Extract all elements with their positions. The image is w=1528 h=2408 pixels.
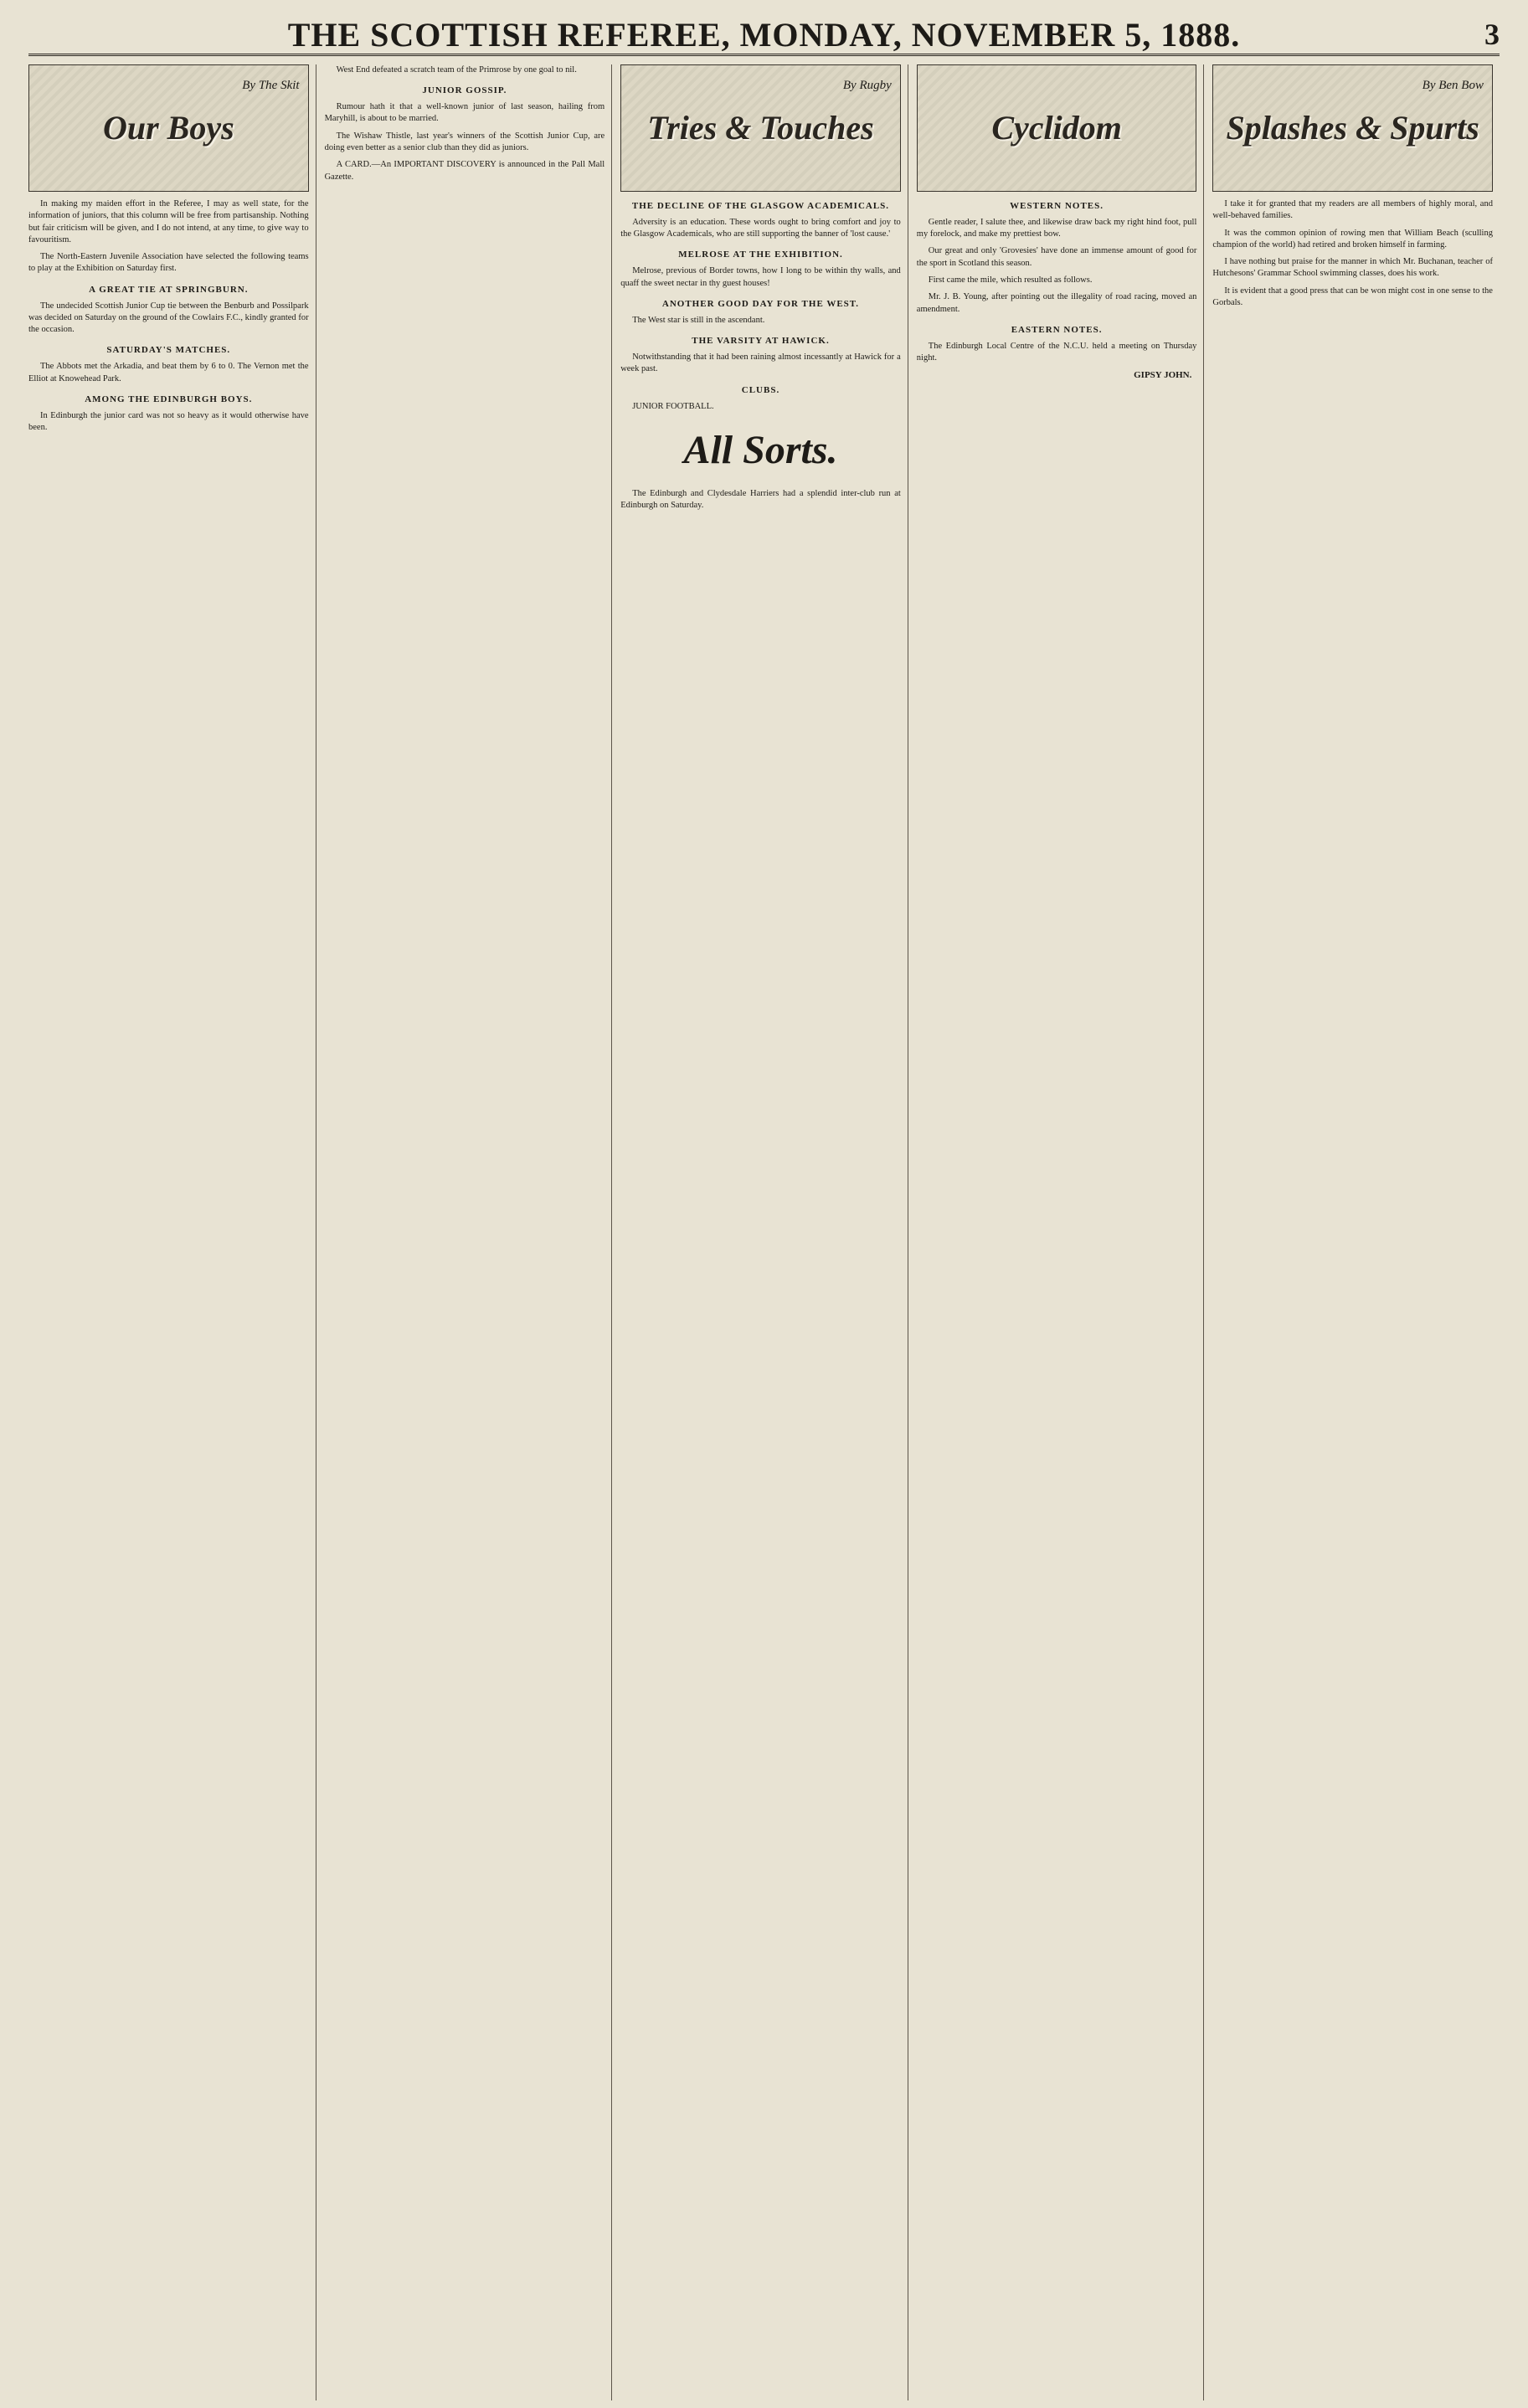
paragraph: First came the mile, which resulted as follows. xyxy=(928,275,1093,286)
col2-section-2 xyxy=(325,131,605,155)
paragraph: The undecided Scottish Junior Cup tie between the Benburb and Possilpark was decided on Saturday on the ground of the Cowlairs F.C., kindly granted for the occasion. xyxy=(28,301,309,335)
paragraph: In making my maiden effort in the Referee, I may as well state, for the information of juniors, that this column will be free from partisanship. Nothing but fair criticism will be given, and I do not intend, at any time, to give way to favouritism. xyxy=(28,199,309,244)
paragraph: The North-Eastern Juvenile Association have selected the following teams to play at the Exhibition on Saturday first. xyxy=(28,252,309,274)
cyclidom-signoff: GIPSY JOHN. xyxy=(1134,370,1192,381)
page-number: 3 xyxy=(1484,18,1500,51)
splashes-spurts-lettering: Splashes & Spurts xyxy=(1226,108,1479,147)
paragraph: It is evident that a good press that can be won might cost in one sense to the Gorbals. xyxy=(1212,286,1493,307)
our-boys-lettering: Our Boys xyxy=(102,108,234,147)
newspaper-title: THE SCOTTISH REFEREE, MONDAY, NOVEMBER 5, 1888. xyxy=(287,15,1241,54)
all-sorts-paragraph: The Edinburgh and Clydesdale Harriers had a splendid inter-club run at Edinburgh on Saturday. xyxy=(620,488,901,511)
col2-section-1 xyxy=(325,85,605,125)
our-boys-section-1 xyxy=(28,251,309,275)
col4-section-1 xyxy=(917,245,1197,270)
our-boys-section-3 xyxy=(28,344,309,384)
tries-touches-lettering: Tries & Touches xyxy=(647,108,874,147)
col3-section-5 xyxy=(620,384,901,413)
column-cyclidom xyxy=(917,64,1205,2400)
paragraph: Melrose, previous of Border towns, how I long to be within thy walls, and quaff the sweet nectar in thy guest houses! xyxy=(620,266,901,288)
paragraph: The Wishaw Thistle, last year's winners of the Scottish Junior Cup, are doing even better as a senior club than they did as juniors. xyxy=(324,131,605,153)
cyclidom-illustration xyxy=(917,64,1197,192)
tries-touches-illustration xyxy=(620,64,901,192)
splashes-spurts-illustration xyxy=(1212,64,1493,192)
paragraph: Notwithstanding that it had been raining almost incessantly at Hawick for a week past. xyxy=(620,352,901,374)
paragraph: In Edinburgh the junior card was not so heavy as it would otherwise have been. xyxy=(28,410,309,433)
paragraph: Rumour hath it that a well-known junior of last season, hailing from Maryhill, is about to be married. xyxy=(324,102,605,124)
col5-section-2 xyxy=(1212,256,1493,280)
cyclidom-lettering: Cyclidom xyxy=(991,108,1122,147)
our-boys-section-4 xyxy=(28,394,309,434)
col3-section-3 xyxy=(620,298,901,327)
masthead xyxy=(28,15,1500,56)
col3-section-4 xyxy=(620,335,901,375)
section-heading: EASTERN NOTES. xyxy=(1011,324,1103,335)
paragraph: It was the common opinion of rowing men that William Beach (sculling champion of the world) had retired and broken himself in farming. xyxy=(1212,228,1493,250)
our-boys-illustration xyxy=(28,64,309,192)
section-heading: WESTERN NOTES. xyxy=(1010,201,1104,211)
paragraph: The Abbots met the Arkadia, and beat them by 6 to 0. The Vernon met the Elliot at Knowehead Park. xyxy=(28,362,309,383)
columns xyxy=(28,64,1500,2400)
paragraph: Mr. J. B. Young, after pointing out the illegality of road racing, moved an amendment. xyxy=(916,292,1197,314)
splashes-spurts-byline: By Ben Bow xyxy=(1422,79,1484,92)
section-heading: MELROSE AT THE EXHIBITION. xyxy=(678,250,843,260)
col4-section-0 xyxy=(917,200,1197,240)
paragraph: West End defeated a scratch team of the Primrose by one goal to nil. xyxy=(336,65,577,75)
our-boys-byline: By The Skit xyxy=(242,79,300,92)
col4-section-2 xyxy=(917,275,1197,286)
paragraph: Gentle reader, I salute thee, and likewise draw back my right hind foot, pull my forelock, and make my prettiest bow. xyxy=(916,217,1197,239)
section-heading: SATURDAY'S MATCHES. xyxy=(106,345,231,356)
col5-section-1 xyxy=(1212,228,1493,252)
column-splashes-spurts xyxy=(1212,64,1500,2400)
col5-section-3 xyxy=(1212,286,1493,310)
column-tries-touches xyxy=(620,64,908,2400)
col3-section-1 xyxy=(620,217,901,241)
col4-section-3 xyxy=(917,291,1197,316)
paragraph: A CARD.—An IMPORTANT DISCOVERY is announced in the Pall Mall Gazette. xyxy=(324,160,605,182)
section-heading: THE VARSITY AT HAWICK. xyxy=(692,336,830,347)
column-our-boys xyxy=(28,64,316,2400)
our-boys-section-2 xyxy=(28,284,309,337)
section-heading: CLUBS. xyxy=(741,384,780,395)
paragraph: Adversity is an education. These words ought to bring comfort and joy to the Glasgow Academicals, who are still supporting the banner of 'lost cause.' xyxy=(620,217,901,239)
paragraph: The West star is still in the ascendant. xyxy=(632,315,765,325)
col2-section-3 xyxy=(325,159,605,183)
col5-section-0 xyxy=(1212,198,1493,223)
col3-section-2 xyxy=(620,249,901,289)
col3-section-0 xyxy=(620,200,901,213)
column-junior-gossip xyxy=(325,64,613,2400)
our-boys-section-0 xyxy=(28,198,309,246)
section-heading: A GREAT TIE AT SPRINGBURN. xyxy=(89,284,249,295)
section-heading: AMONG THE EDINBURGH BOYS. xyxy=(85,394,253,404)
paragraph: JUNIOR FOOTBALL. xyxy=(632,401,714,411)
paragraph: I take it for granted that my readers are all members of highly moral, and well-behaved families. xyxy=(1212,199,1493,221)
col2-section-0 xyxy=(325,64,605,76)
section-heading: THE DECLINE OF THE GLASGOW ACADEMICALS. xyxy=(631,201,890,211)
section-heading: JUNIOR GOSSIP. xyxy=(422,85,507,96)
paragraph: The Edinburgh Local Centre of the N.C.U. held a meeting on Thursday night. xyxy=(916,341,1197,363)
section-heading: ANOTHER GOOD DAY FOR THE WEST. xyxy=(661,298,860,309)
all-sorts-heading: All Sorts. xyxy=(683,428,838,473)
col4-section-4 xyxy=(917,324,1197,364)
tries-touches-byline: By Rugby xyxy=(842,79,892,92)
paragraph: Our great and only 'Grovesies' have done an immense amount of good for the sport in Scotland this season. xyxy=(916,246,1197,268)
paragraph: I have nothing but praise for the manner in which Mr. Buchanan, teacher of Hutchesons' Grammar School swimming classes, does his work. xyxy=(1212,257,1493,279)
